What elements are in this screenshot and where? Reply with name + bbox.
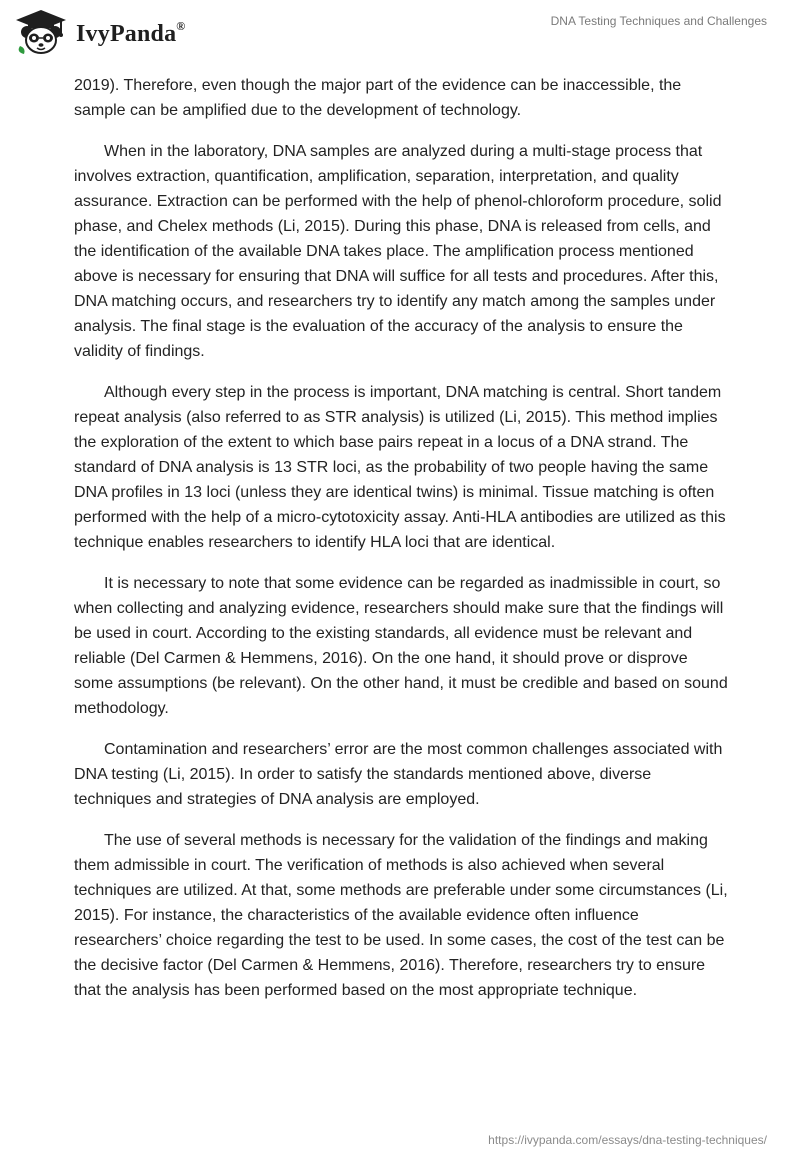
panda-graduate-icon: [14, 8, 68, 56]
ivypanda-logo[interactable]: [14, 8, 185, 56]
source-url[interactable]: https://ivypanda.com/essays/dna-testing-techniques/: [488, 1133, 767, 1147]
brand-text: IvyPanda: [76, 20, 177, 47]
paragraph: It is necessary to note that some evidence can be regarded as inadmissible in court, so when collecting and analyzing evidence, researchers should make sure that the findings will be used in court. According to the existing standards, all evidence must be relevant and reliable (Del Carmen & Hemmens, 2016). On the one hand, it should prove or disprove some assumptions (be relevant). On the other hand, it must be credible and based on sound methodology.: [74, 575, 728, 717]
paragraph: Contamination and researchers’ error are the most common challenges associated with DNA testing (Li, 2015). In order to satisfy the standards mentioned above, diverse techniques and strategies of DNA analysis are employed.: [74, 741, 723, 808]
registered-mark: ®: [176, 18, 186, 33]
paragraph: The use of several methods is necessary for the validation of the findings and making them admissible in court. The verification of methods is also achieved when several techniques are utilized. At that, some methods are preferable under some circumstances (Li, 2015). For instance, the characteristics of the available evidence often influence researchers’ choice regarding the test to be used. In some cases, the cost of the test can be the decisive factor (Del Carmen & Hemmens, 2016). Therefore, researchers try to ensure that the analysis has been performed based on the most appropriate technique.: [74, 832, 728, 999]
paragraph: When in the laboratory, DNA samples are analyzed during a multi-stage process that involves extraction, quantification, amplification, separation, interpretation, and quality assurance. Extraction can be performed with the help of phenol-chloroform procedure, solid phase, and Chelex methods (Li, 2015). During this phase, DNA is released from cells, and the identification of the available DNA takes place. The amplification process mentioned above is necessary for ensuring that DNA will suffice for all tests and procedures. After this, DNA matching occurs, and researchers try to identify any match among the samples under analysis. The final stage is the evaluation of the accuracy of the analysis to ensure the validity of findings.: [74, 143, 722, 360]
essay-body: [74, 73, 728, 1019]
page-header: [0, 0, 800, 70]
paragraph: 2019). Therefore, even though the major part of the evidence can be inaccessible, the sample can be amplified due to the development of technology.: [74, 77, 682, 119]
brand-name: [76, 18, 186, 48]
paragraph: Although every step in the process is important, DNA matching is central. Short tandem repeat analysis (also referred to as STR analysis) is utilized (Li, 2015). This method implies the exploration of the extent to which base pairs repeat in a locus of a DNA strand. The standard of DNA analysis is 13 STR loci, as the probability of two people having the same DNA profiles in 13 loci (unless they are identical twins) is minimal. Tissue matching is often performed with the help of a micro-cytotoxicity assay. Anti-HLA antibodies are utilized as this technique enables researchers to identify HLA loci that are identical.: [74, 384, 726, 551]
document-title: DNA Testing Techniques and Challenges: [550, 14, 767, 28]
